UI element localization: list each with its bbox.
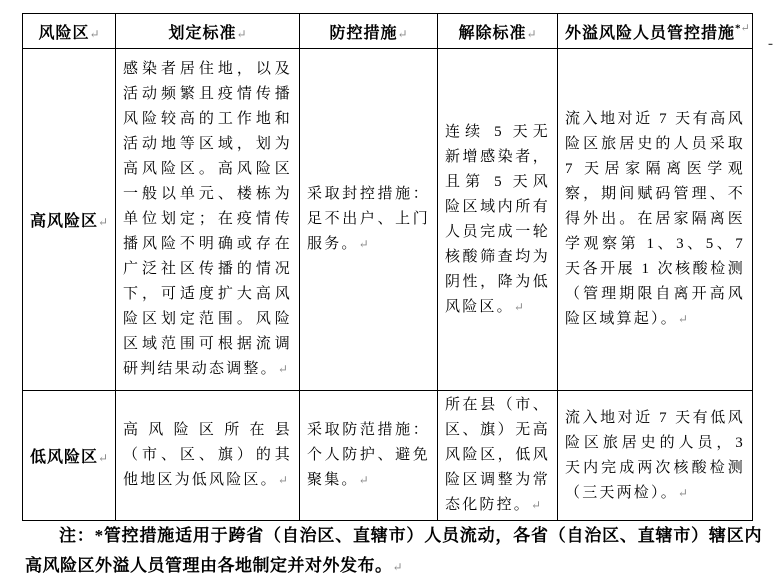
footnote-text: 注：*管控措施适用于跨省（自治区、直辖市）人员流动，各省（自治区、直辖市）辖区内高风险区外溢人员管理由各地制定并对外发布。 — [25, 526, 762, 575]
header-label: 风险区 — [38, 24, 90, 42]
cell-high-risk-zone-label: 高风险区↵ — [23, 49, 116, 391]
return-mark-icon: ↵ — [98, 215, 109, 229]
return-mark-icon: ↵ — [526, 26, 537, 41]
cell-high-criteria: 感染者居住地，以及活动频繁且疫情传播风险较高的工作地和活动地等区域，划为高风险区。高风险区一般以单元、楼栋为单位划定；在疫情传播风险不明确或存在广泛社区传播的情况下，可适度扩大高风险区划定范围。风险区域范围可根据流调研判结果动态调整。↵ — [116, 49, 300, 391]
cell-low-risk-zone-label: 低风险区↵ — [23, 391, 116, 521]
return-mark-icon: ↵ — [677, 312, 688, 326]
return-mark-icon: ↵ — [392, 560, 403, 574]
cell-high-release: 连续 5 天无新增感染者，且第 5 天风险区域内所有人员完成一轮核酸筛查均为阴性，降为低风险区。↵ — [438, 49, 558, 391]
return-mark-icon: ↵ — [531, 498, 542, 512]
return-mark-icon: ↵ — [358, 237, 369, 251]
header-spillover-control — [558, 14, 753, 49]
return-mark-icon: ↵ — [677, 485, 688, 500]
risk-zone-table — [22, 13, 753, 521]
return-mark-icon: ↵ — [89, 26, 100, 41]
return-mark-icon: ↵ — [98, 451, 109, 465]
header-label: 防控措施 — [329, 24, 398, 42]
cell-low-criteria: 高风险区所在县（市、区、旗）的其他地区为低风险区。↵ — [116, 391, 300, 521]
header-label: 外溢风险人员管控措施 — [565, 24, 736, 42]
return-mark-icon: ↵ — [397, 26, 408, 41]
cell-low-release: 所在县（市、区、旗）无高风险区，低风险区调整为常态化防控。↵ — [438, 391, 558, 521]
table-row — [23, 49, 753, 391]
return-mark-icon: ↵ — [358, 473, 369, 487]
cell-low-measures: 采取防范措施：个人防护、避免聚集。↵ — [300, 391, 438, 521]
return-mark-icon: ↵ — [236, 26, 247, 41]
footnote — [25, 521, 762, 581]
header-label: 解除标准 — [458, 24, 527, 42]
cell-low-spillover: 流入地对近 7 天有低风险区旅居史的人员，3 天内完成两次核酸检测（三天两检）。↵ — [558, 391, 753, 521]
asterisk-footnote-marker: *↵ — [735, 22, 750, 35]
return-mark-icon: ↵ — [513, 299, 524, 314]
margin-dash-mark: - — [768, 36, 773, 52]
header-label: 划定标准 — [168, 24, 237, 42]
header-control-measures — [300, 14, 438, 49]
return-mark-icon: ↵ — [277, 473, 288, 487]
return-mark-icon: ↵ — [740, 22, 750, 35]
table-row — [23, 391, 753, 521]
header-release-criteria — [438, 14, 558, 49]
header-risk-zone — [23, 14, 116, 49]
return-mark-icon: ↵ — [277, 362, 288, 376]
header-designation-criteria — [116, 14, 300, 49]
cell-high-spillover: 流入地对近 7 天有高风险区旅居史的人员采取 7 天居家隔离医学观察，期间赋码管理、不得外出。在居家隔离医学观察第 1、3、5、7 天各开展 1 次核酸检测（管理期限自离开高风险区域算起）。↵ — [558, 49, 753, 391]
cell-high-measures: 采取封控措施：足不出户、上门服务。↵ — [300, 49, 438, 391]
table-header-row — [23, 14, 753, 49]
